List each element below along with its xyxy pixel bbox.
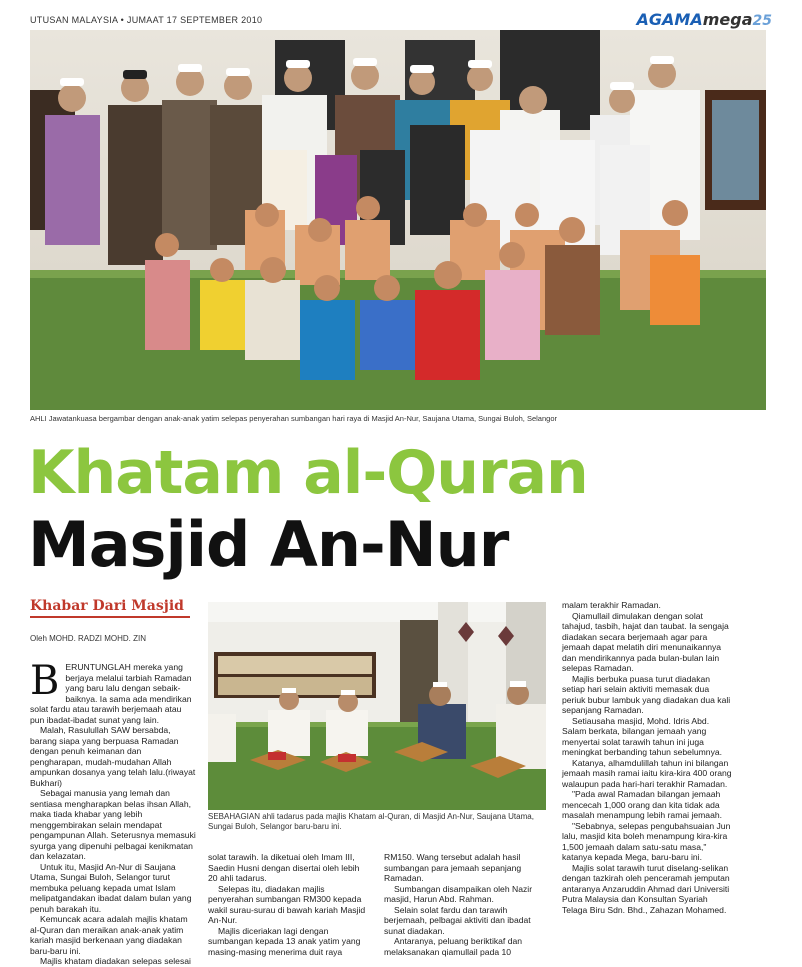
col3-paragraph-1: RM150. Wang tersebut adalah hasil sumbangan para jemaah sepanjang Ramadan. [384, 852, 522, 883]
col4-paragraph-1: malam terakhir Ramadan. [562, 600, 661, 610]
col1-paragraph-6: Majlis khatam diadakan selepas selesai [40, 956, 191, 966]
group-photo [30, 30, 766, 410]
brand-mega: mega [702, 10, 753, 29]
headline-line-1: Khatam al-Quran [28, 438, 588, 508]
col4-paragraph-2: Qiamullail dimulakan dengan solat tahajud, tasbih, hajat dan taubat. Ia sengaja diadakan secara berjemaah agar para jemaah dapat melatih diri menunaikannya dan mendirikannya pada bulan-bulan lain selepas Ramadan. [562, 610, 729, 673]
brand-agama: AGAMA [636, 10, 703, 29]
drop-cap: B [30, 658, 60, 704]
col1-paragraph-4: Untuk itu, Masjid An-Nur di Saujana Utama, Sungai Buloh, Selangor turut membuka peluang kepada umat Islam melipatgandakan ibadat dalam bulan yang penuh barakah itu. [30, 861, 192, 914]
col4-paragraph-5: Katanya, alhamdulillah tahun ini bilangan jemaah masih ramai iaitu kira-kira 400 orang walaupun pada hari-hari terakhir Ramadan. [562, 757, 732, 789]
kicker-underline [30, 616, 190, 618]
mid-photo-caption: SEBAHAGIAN ahli tadarus pada majlis Khatam al-Quran, di Masjid An-Nur, Saujana Utama, Sungai Buloh, Selangor baru-baru ini. [208, 812, 534, 831]
page-number: 25 [752, 13, 772, 29]
col4-paragraph-3: Majlis berbuka puasa turut diadakan setiap hari selain aktiviti memasak dua periuk bubur lambuk yang diadakan dua kali sepanjang Ramadan. [562, 673, 731, 715]
col2-paragraph-1: solat tarawih. Ia diketuai oleh Imam III, Saedin Husni dengan disertai oleh lebih 20 ahli tadarus. [208, 852, 360, 883]
article-column-3 [384, 852, 546, 957]
col2-paragraph-2: Selepas itu, diadakan majlis penyerahan sumbangan RM300 kepada wakil surau-surau di bawah kariah Masjid An-Nur. [208, 883, 366, 925]
col3-paragraph-2: Sumbangan disampaikan oleh Nazir masjid, Harun Abd. Rahman. [384, 883, 533, 904]
byline: Oleh MOHD. RADZI MOHD. ZIN [30, 634, 147, 643]
col1-paragraph-2: Malah, Rasulullah SAW bersabda, barang siapa yang berpuasa Ramadan dengan penuh keimanan dan pengharapan, mudah-mudahan Allah ampunkan dosanya yang telah lalu.(riwayat Bukhari) [30, 725, 196, 788]
section-kicker: Khabar Dari Masjid [30, 598, 184, 614]
col4-paragraph-7: "Sebabnya, selepas pengubahsuaian Jun lalu, masjid kita boleh menampung kira-kira 1,500 jemaah dalam satu-satu masa," katanya kepada Mega, baru-baru ini. [562, 820, 731, 862]
tadarus-photo [208, 602, 546, 810]
col1-paragraph-1: ERUNTUNGLAH mereka yang berjaya melalui tarbiah Ramadan yang baru lalu dengan sebaik-baiknya. Ia sama ada mendirikan solat fardu atau tarawih berjemaah atau pun ibadat-ibadat sunat yang lain. [30, 662, 192, 725]
article-column-1 [30, 658, 196, 967]
headline-line-2: Masjid An-Nur [28, 508, 509, 581]
col3-paragraph-4: Antaranya, peluang beriktikaf dan melaksanakan qiamullail pada 10 [384, 936, 523, 957]
col4-paragraph-8: Majlis solat tarawih turut diselang-selikan dengan tazkirah oleh penceramah jemputan antaranya Anzaruddin Ahmad dari Universiti Putra Malaysia dan Konsultan Syariah Telaga Biru Sdn. Bhd., Zahazan Mohamed. [562, 862, 730, 915]
col1-paragraph-5: Kemuncak acara adalah majlis khatam al-Quran dan meraikan anak-anak yatim kariah masjid berkenaan yang diadakan baru-baru ini. [30, 914, 188, 956]
col4-paragraph-4: Setiausaha masjid, Mohd. Idris Abd. Salam berkata, bilangan jemaah yang menyertai solat tarawih tahun ini juga meningkat berbanding tahun sebelumnya. [562, 715, 723, 757]
article-column-4 [562, 600, 734, 915]
col1-paragraph-3: Sebagai manusia yang lemah dan sentiasa mengharapkan belas ihsan Allah, maka tiada khabar yang lebih menggembirakan selain mendapat pengampunan Allah. Seterusnya memasuki syurga yang dipenuhi pelbagai kenikmatan dan kelazatan. [30, 788, 196, 861]
top-photo-caption: AHLI Jawatankuasa bergambar dengan anak-anak yatim selepas penyerahan sumbangan hari raya di Masjid An-Nur, Saujana Utama, Sungai Buloh, Selangor [30, 414, 557, 423]
col3-paragraph-3: Selain solat fardu dan tarawih berjemaah, pelbagai aktiviti dan ibadat sunat diadakan. [384, 904, 531, 936]
masthead-date: UTUSAN MALAYSIA • JUMAAT 17 SEPTEMBER 2010 [30, 15, 263, 25]
col4-paragraph-6: "Pada awal Ramadan bilangan jemaah mencecah 1,000 orang dan kita tidak ada masalah menampung lebih ramai jemaah. [562, 789, 723, 820]
section-brand [637, 10, 772, 29]
article-column-2 [208, 852, 370, 957]
col2-paragraph-3: Majlis diceriakan lagi dengan sumbangan kepada 13 anak yatim yang masing-masing menerima duit raya [208, 925, 361, 957]
